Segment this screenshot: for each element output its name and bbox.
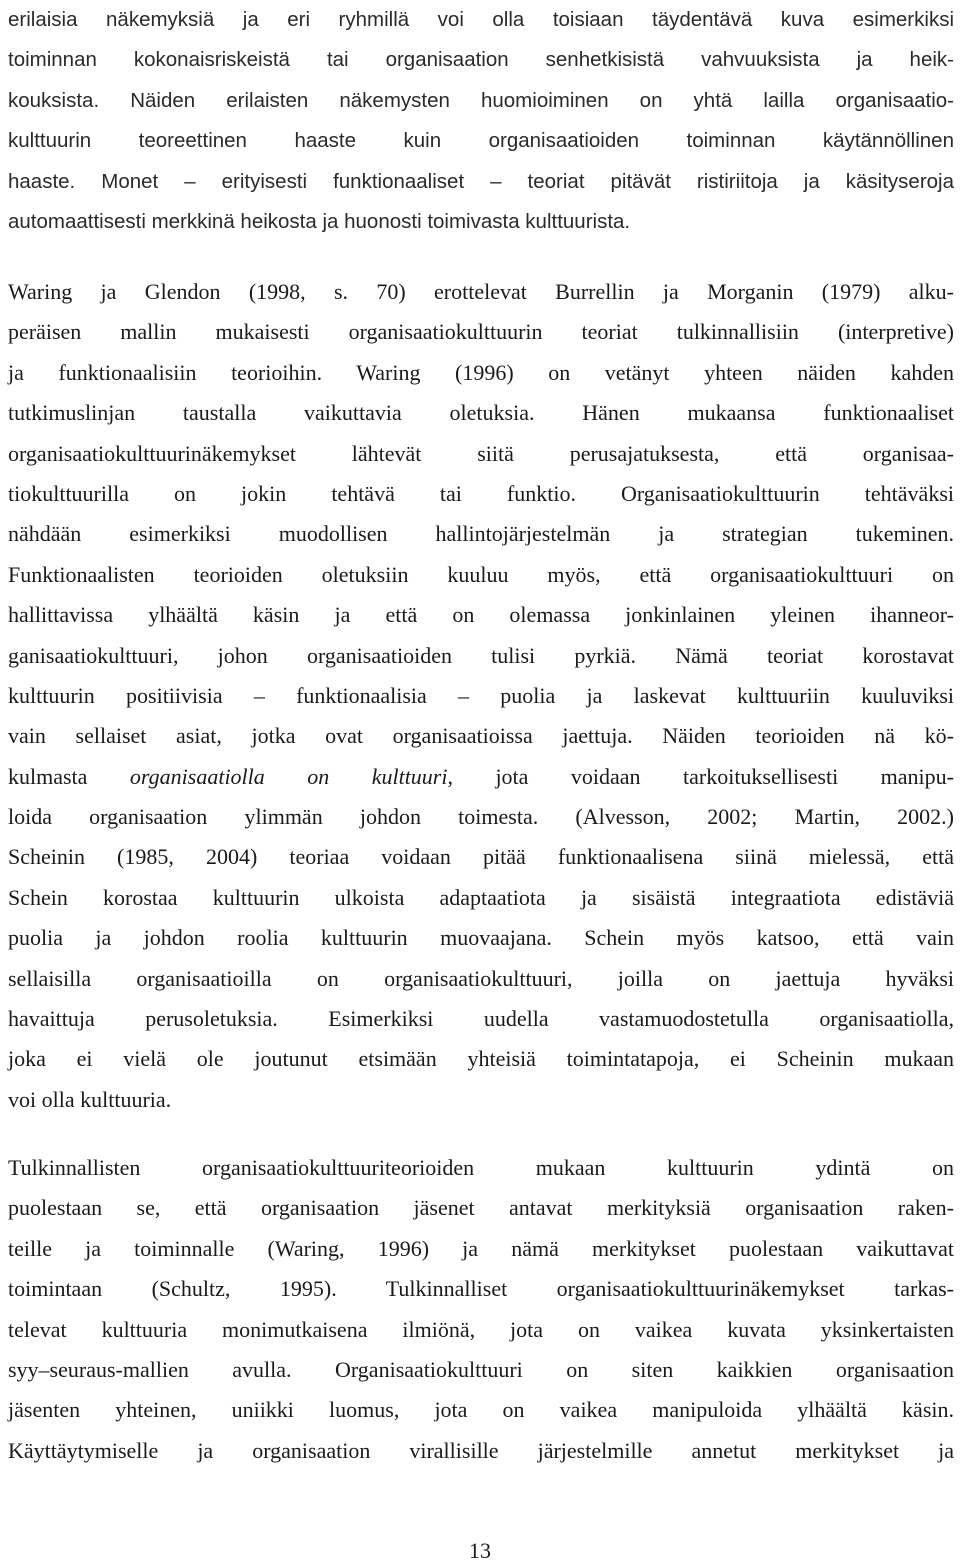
text-line: Waring ja Glendon (1998, s. 70) erottelevat Burrellin ja Morganin (1979) alku- <box>8 279 954 304</box>
text-line: vain sellaiset asiat, jotka ovat organisaatioissa jaettuja. Näiden teorioiden nä kö- <box>8 723 954 749</box>
text-line: kulttuurin teoreettinen haaste kuin organisaatioiden toiminnan käytännöllinen <box>8 129 954 153</box>
text-line: hallittavissa ylhäältä käsin ja että on olemassa jonkinlainen yleinen ihanneor- <box>8 602 954 628</box>
text-line: puolestaan se, että organisaation jäsenet antavat merkityksiä organisaation raken- <box>8 1195 954 1221</box>
text-line: puolia ja johdon roolia kulttuurin muovaajana. Schein myös katsoo, että vain <box>8 925 954 951</box>
text-line: jäsenten yhteinen, uniikki luomus, jota on vaikea manipuloida ylhäältä käsin. <box>8 1397 954 1423</box>
text-line: nähdään esimerkiksi muodollisen hallintojärjestelmän ja strategian tukeminen. <box>8 521 954 547</box>
text-line: kulttuurin positiivisia – funktionaalisia – puolia ja laskevat kulttuuriin kuuluviksi <box>8 682 954 708</box>
text-line: erilaisia näkemyksiä ja eri ryhmillä voi olla toisiaan täydentävä kuva esimerkiksi <box>8 8 954 31</box>
text-line: Funktionaalisten teorioiden oletuksiin kuuluu myös, että organisaatiokulttuuri on <box>8 561 954 587</box>
text-line: tiokulttuurilla on jokin tehtävä tai funktio. Organisaatiokulttuurin tehtäväksi <box>8 480 954 506</box>
text-line: syy–seuraus-mallien avulla. Organisaatiokulttuuri on siten kaikkien organisaation <box>8 1356 954 1382</box>
text-line: tutkimuslinjan taustalla vaikuttavia oletuksia. Hänen mukaansa funktionaaliset <box>8 400 954 426</box>
text-line-with-emphasis <box>8 757 954 797</box>
paragraph-interpretive-theories <box>8 1148 954 1471</box>
text-line: havaittuja perusoletuksia. Esimerkiksi uudella vastamuodostetulla organisaatiolla, <box>8 1006 954 1032</box>
text-line: loida organisaation ylimmän johdon toimesta. (Alvesson, 2002; Martin, 2002.) <box>8 804 954 830</box>
page-number: 13 <box>469 1538 491 1563</box>
text-segment: kulmasta <box>8 763 130 789</box>
text-segment: , jota voidaan tarkoituksellisesti manipu- <box>447 763 954 789</box>
text-line: televat kulttuuria monimutkaisena ilmiönä, jota on vaikea kuvata yksinkertaisten <box>8 1316 954 1342</box>
text-line: organisaatiokulttuurinäkemykset lähtevät siitä perusajatuksesta, että organisaa- <box>8 440 954 466</box>
text-line: automaattisesti merkkinä heikosta ja huonosti toimivasta kulttuurista. <box>8 209 631 233</box>
text-line: Schein korostaa kulttuurin ulkoista adaptaatiota ja sisäistä integraatiota edistäviä <box>8 884 954 910</box>
text-line: Tulkinnallisten organisaatiokulttuuriteorioiden mukaan kulttuurin ydintä on <box>8 1155 954 1180</box>
text-line: voi olla kulttuuria. <box>8 1086 172 1112</box>
emphasized-phrase: organisaatiolla on kulttuuri <box>129 763 448 789</box>
text-line: kouksista. Näiden erilaisten näkemysten huomioiminen on yhtä lailla organisaatio- <box>8 88 954 112</box>
text-line: haaste. Monet – erityisesti funktionaaliset – teoriat pitävät ristiriitoja ja käsityseroja <box>8 169 954 193</box>
text-line: peräisen mallin mukaisesti organisaatiokulttuurin teoriat tulkinnallisiin (interpretive) <box>8 319 954 345</box>
paragraph-intro <box>8 0 954 242</box>
text-line: teille ja toiminnalle (Waring, 1996) ja nämä merkitykset puolestaan vaikuttavat <box>8 1235 954 1261</box>
paragraph-functional-theories <box>8 272 954 1120</box>
text-line: Scheinin (1985, 2004) teoriaa voidaan pitää funktionaalisena siinä mielessä, että <box>8 844 954 870</box>
text-line: ja funktionaalisiin teorioihin. Waring (1996) on vetänyt yhteen näiden kahden <box>8 359 954 385</box>
text-line: toiminnan kokonaisriskeistä tai organisaation senhetkisistä vahvuuksista ja heik- <box>8 48 954 72</box>
text-line: sellaisilla organisaatioilla on organisaatiokulttuuri, joilla on jaettuja hyväksi <box>8 965 954 991</box>
text-line: toimintaan (Schultz, 1995). Tulkinnalliset organisaatiokulttuurinäkemykset tarkas- <box>8 1276 954 1302</box>
text-line: ganisaatiokulttuuri, johon organisaatioiden tulisi pyrkiä. Nämä teoriat korostavat <box>8 642 954 668</box>
text-line: joka ei vielä ole joutunut etsimään yhteisiä toimintatapoja, ei Scheinin mukaan <box>8 1046 954 1072</box>
text-line: Käyttäytymiselle ja organisaation virallisille järjestelmille annetut merkitykset ja <box>8 1437 954 1463</box>
